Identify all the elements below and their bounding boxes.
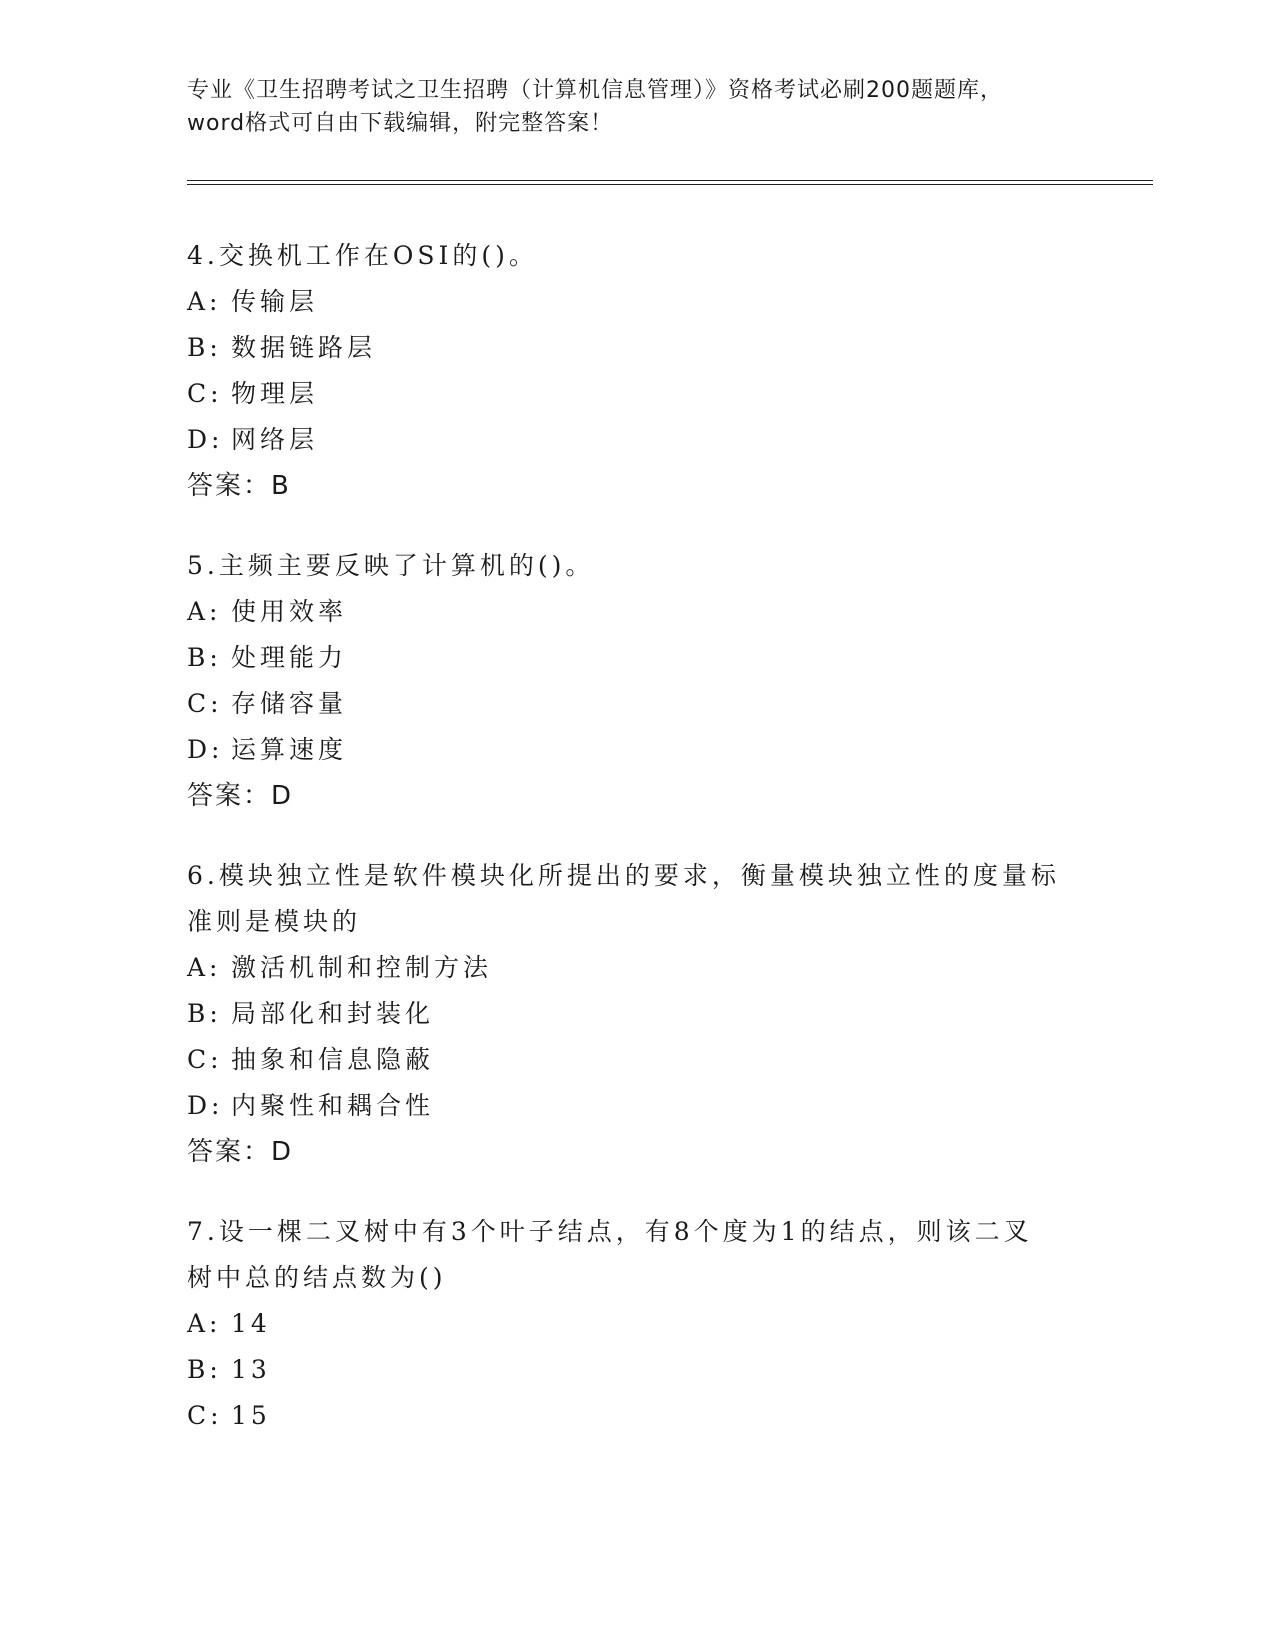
header-line-1: 专业《卫生招聘考试之卫生招聘（计算机信息管理）》资格考试必刷200题题库， [187, 78, 1003, 103]
answer-key: 答案：D [187, 781, 294, 811]
option-text: 处理能力 [231, 643, 348, 672]
answer-key: 答案：D [187, 1137, 294, 1167]
option-letter: C: [187, 1401, 223, 1430]
option-letter: B: [187, 333, 222, 362]
question-stem [187, 233, 1067, 279]
option-text: 激活机制和控制方法 [231, 953, 493, 982]
answer-option [187, 589, 1067, 635]
option-letter: D: [187, 1091, 224, 1120]
question-stem [187, 1209, 1067, 1301]
option-text: 运算速度 [231, 735, 348, 764]
option-letter: A: [187, 953, 222, 982]
answer-option [187, 279, 1067, 325]
option-text: 内聚性和耦合性 [231, 1091, 435, 1120]
answer-option [187, 991, 1067, 1037]
option-text: 使用效率 [231, 597, 348, 626]
answer-option [187, 417, 1067, 463]
answer-option [187, 727, 1067, 773]
document-header [187, 74, 1087, 140]
question-stem-line: 6.模块独立性是软件模块化所提出的要求，衡量模块独立性的度量标 [187, 861, 1060, 890]
option-letter: B: [187, 999, 222, 1028]
answer-option [187, 1347, 1067, 1393]
answer-option [187, 1393, 1067, 1439]
answer-option [187, 635, 1067, 681]
question-stem [187, 853, 1067, 945]
question-block [187, 853, 1067, 1175]
option-letter: A: [187, 597, 222, 626]
answer-key: 答案：B [187, 471, 291, 501]
option-text: 15 [231, 1401, 271, 1430]
question-stem-line: 树中总的结点数为() [187, 1263, 447, 1292]
answer-option [187, 325, 1067, 371]
option-letter: A: [187, 287, 222, 316]
option-letter: D: [187, 425, 224, 454]
option-text: 局部化和封装化 [231, 999, 435, 1028]
option-letter: C: [187, 379, 223, 408]
option-text: 物理层 [231, 379, 319, 408]
question-stem-line: 5.主频主要反映了计算机的()。 [187, 551, 595, 580]
option-letter: C: [187, 1045, 223, 1074]
option-letter: A: [187, 1309, 222, 1338]
answer-option [187, 371, 1067, 417]
option-letter: B: [187, 1355, 222, 1384]
answer-option [187, 1301, 1067, 1347]
question-stem-line: 准则是模块的 [187, 907, 362, 936]
option-letter: C: [187, 689, 223, 718]
option-text: 数据链路层 [231, 333, 377, 362]
option-letter: B: [187, 643, 222, 672]
header-line-2: word格式可自由下载编辑，附完整答案！ [187, 111, 614, 136]
question-block [187, 233, 1067, 509]
header-divider-bottom [187, 184, 1153, 185]
question-stem-line: 4.交换机工作在OSI的()。 [187, 241, 538, 270]
answer-option [187, 945, 1067, 991]
answer-option [187, 1083, 1067, 1129]
option-text: 网络层 [231, 425, 319, 454]
header-divider-top [187, 180, 1153, 181]
question-block [187, 543, 1067, 819]
answer-option [187, 1037, 1067, 1083]
option-text: 传输层 [231, 287, 319, 316]
question-stem-line: 7.设一棵二叉树中有3个叶子结点，有8个度为1的结点，则该二叉 [187, 1217, 1033, 1246]
option-text: 13 [231, 1355, 271, 1384]
option-letter: D: [187, 735, 224, 764]
option-text: 抽象和信息隐蔽 [231, 1045, 435, 1074]
option-text: 存储容量 [231, 689, 348, 718]
question-block [187, 1209, 1067, 1439]
question-stem [187, 543, 1067, 589]
option-text: 14 [231, 1309, 271, 1338]
answer-option [187, 681, 1067, 727]
question-list [187, 233, 1067, 1473]
